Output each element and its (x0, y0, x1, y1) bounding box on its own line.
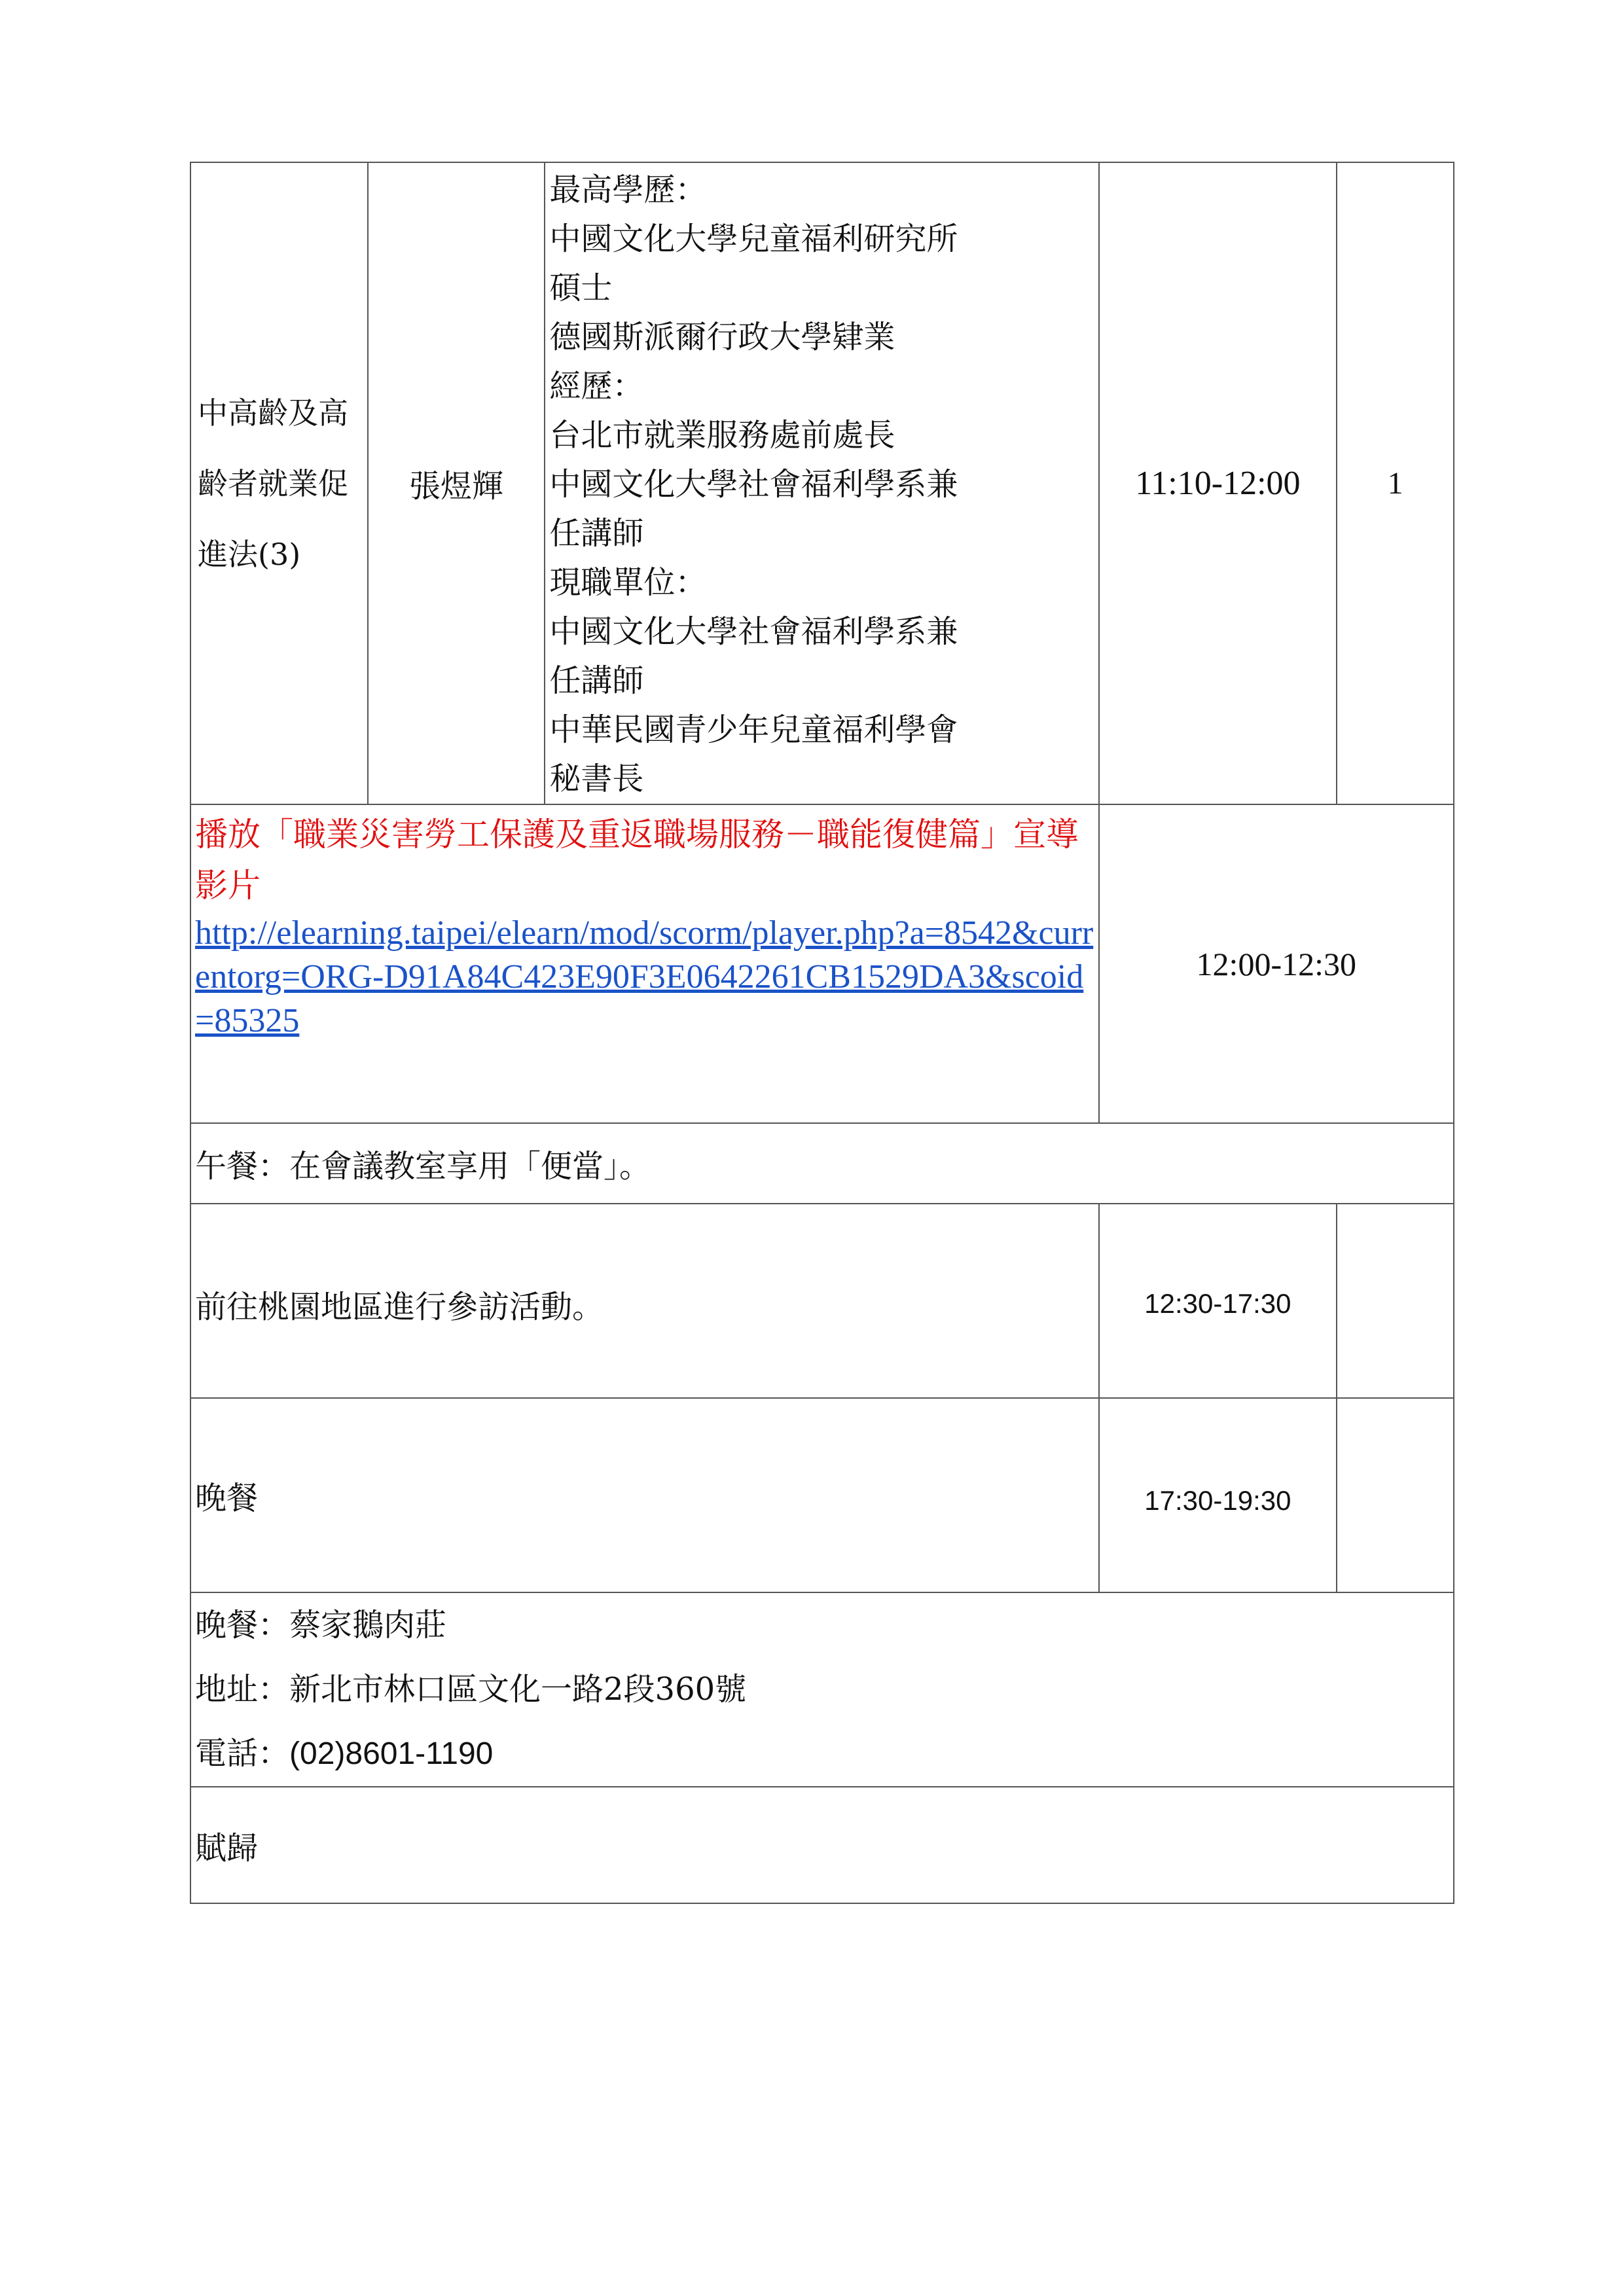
video-link[interactable]: http://elearning.taipei/elearn/mod/scorm/player.php?a=8542&currentorg=ORG-D91A84C423E90F3E0642261CB1529DA3&scoid=85325 (195, 914, 1094, 1039)
course-name-line: 中高齡及高 (198, 395, 348, 431)
bio-line: 台北市就業服務處前處長 (549, 417, 895, 454)
bio-line: 經歷： (549, 368, 644, 404)
bio-line: 現職單位： (549, 564, 707, 601)
dinner-time: 17:30-19:30 (1099, 1398, 1337, 1592)
bio-line: 秘書長 (549, 761, 644, 797)
dinner-info-cell (190, 1592, 1454, 1787)
video-title: 播放「職業災害勞工保護及重返職場服務－職能復健篇」宣導影片 (195, 816, 1079, 905)
video-time: 12:00-12:30 (1099, 804, 1454, 1123)
phone-label: 電話： (195, 1735, 290, 1772)
return-row (190, 1787, 1454, 1903)
bio-line: 中華民國青少年兒童福利學會 (549, 711, 958, 748)
dinner-hours (1337, 1398, 1454, 1592)
bio-line: 任講師 (549, 515, 644, 552)
return-text: 賦歸 (190, 1787, 1454, 1903)
bio-line: 任講師 (549, 662, 644, 699)
dinner-info-row (190, 1592, 1454, 1787)
phone-value: (02)8601-1190 (289, 1736, 494, 1771)
teacher-bio-cell (545, 162, 1098, 804)
course-name-line: 進法(3) (198, 536, 301, 572)
bio-line: 最高學歷： (549, 171, 707, 208)
dinner-row (190, 1398, 1454, 1592)
restaurant-name: 晚餐：蔡家鵝肉莊 (195, 1607, 447, 1643)
dinner-text: 晚餐 (190, 1398, 1099, 1592)
visit-row (190, 1204, 1454, 1398)
schedule-table (190, 162, 1454, 1904)
bio-line: 中國文化大學社會福利學系兼 (549, 466, 958, 503)
course-hours: 1 (1337, 162, 1454, 804)
lunch-text: 午餐：在會議教室享用「便當」。 (190, 1123, 1454, 1204)
course-time: 11:10-12:00 (1099, 162, 1337, 804)
bio-line: 中國文化大學兒童福利研究所 (549, 221, 958, 257)
course-name-cell (190, 162, 368, 804)
bio-line: 中國文化大學社會福利學系兼 (549, 613, 958, 650)
course-row (190, 162, 1454, 804)
bio-line: 德國斯派爾行政大學肄業 (549, 319, 895, 355)
visit-text: 前往桃園地區進行參訪活動。 (190, 1204, 1099, 1398)
teacher-name: 張煜輝 (368, 162, 545, 804)
bio-line: 碩士 (549, 270, 613, 306)
restaurant-address: 地址：新北市林口區文化一路2段360號 (195, 1671, 747, 1708)
video-row (190, 804, 1454, 1123)
visit-hours (1337, 1204, 1454, 1398)
restaurant-phone (195, 1721, 1449, 1786)
lunch-row (190, 1123, 1454, 1204)
course-name-line: 齡者就業促 (198, 465, 348, 501)
visit-time: 12:30-17:30 (1099, 1204, 1337, 1398)
video-cell (190, 804, 1099, 1123)
